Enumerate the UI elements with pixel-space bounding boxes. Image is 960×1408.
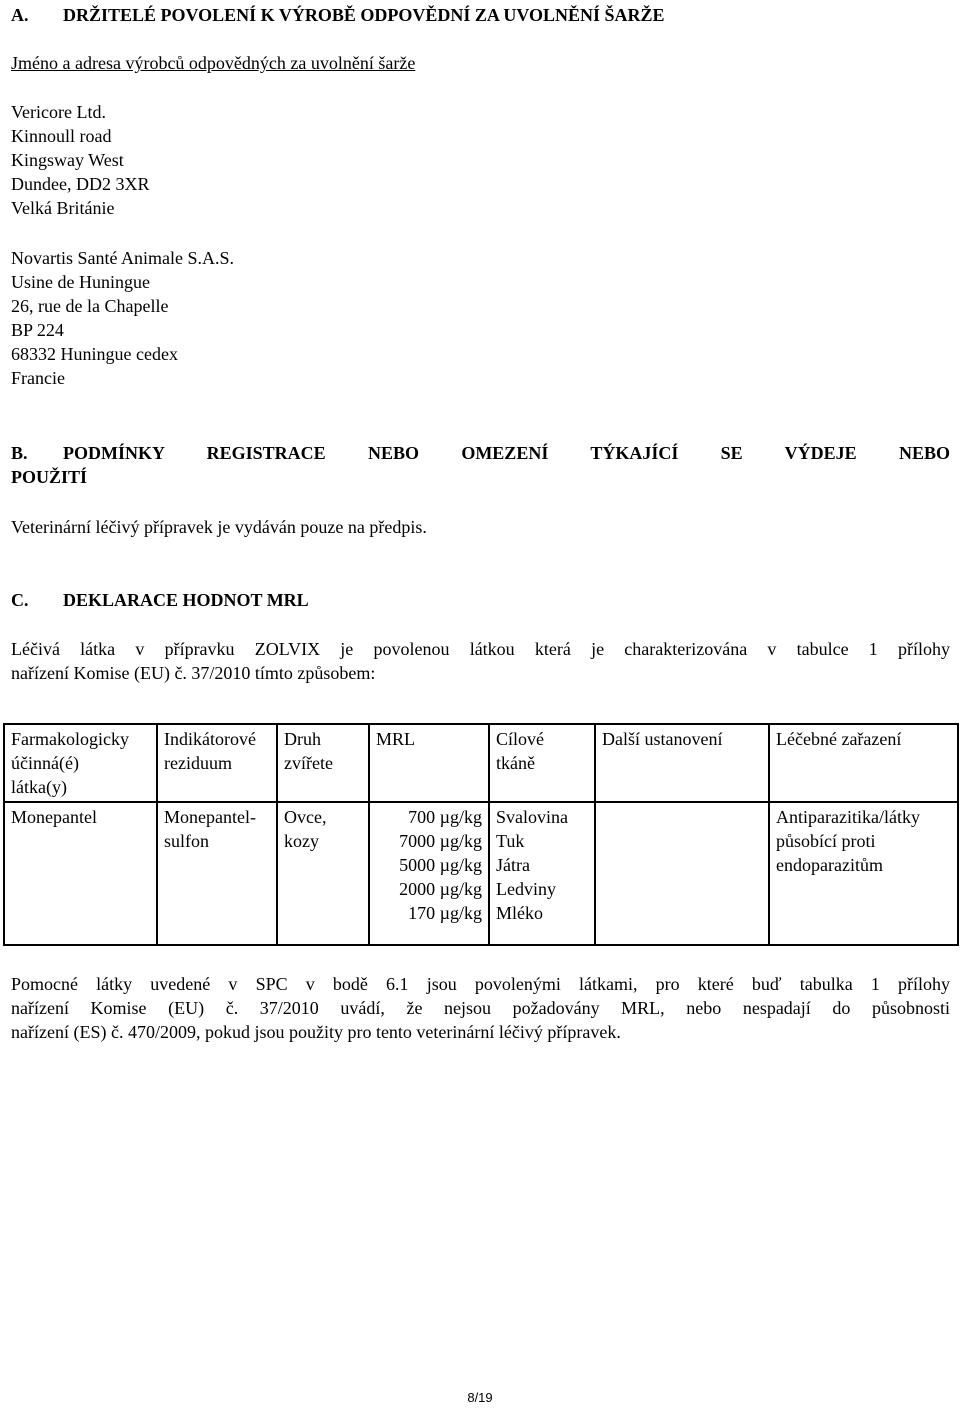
page-number: 8/19 — [467, 1390, 493, 1405]
section-a-subtitle-block — [11, 51, 950, 75]
address-line: Velká Británie — [11, 198, 115, 218]
header-cell-other: Další ustanovení — [595, 724, 769, 802]
manufacturer-1-address — [11, 100, 950, 220]
section-b-text-block — [11, 515, 950, 539]
section-c-letter: C. — [11, 590, 29, 610]
address-line: 26, rue de la Chapelle — [11, 296, 169, 316]
header-cell-mrl: MRL — [369, 724, 489, 802]
cell-mrl: 700 µg/kg 7000 µg/kg 5000 µg/kg 2000 µg/kg 170 µg/kg — [369, 802, 489, 945]
section-a-letter: A. — [11, 5, 29, 25]
header-cell-classification: Léčebné zařazení — [769, 724, 958, 802]
address-line: Dundee, DD2 3XR — [11, 174, 150, 194]
header-cell-residue: Indikátorové reziduum — [157, 724, 277, 802]
section-a-subtitle: Jméno a adresa výrobců odpovědných za uvolnění šarže — [11, 53, 416, 73]
excipients-line2: nařízení Komise (EU) č. 37/2010 uvádí, že nejsou požadovány MRL, nebo nespadají do působnosti — [11, 998, 950, 1018]
address-line: Kinnoull road — [11, 126, 112, 146]
header-cell-substance: Farmakologicky účinná(é) látka(y) — [4, 724, 157, 802]
section-c-text-line1: Léčivá látka v přípravku ZOLVIX je povolenou látkou která je charakterizována v tabulce 1 přílohy — [11, 639, 950, 659]
address-line: Usine de Huningue — [11, 272, 150, 292]
address-line: 68332 Huningue cedex — [11, 344, 178, 364]
section-b-text: Veterinární léčivý přípravek je vydáván pouze na předpis. — [11, 517, 427, 537]
address-line: Vericore Ltd. — [11, 102, 106, 122]
table-row — [4, 802, 958, 945]
section-c-text-line2: nařízení Komise (EU) č. 37/2010 tímto způsobem: — [11, 663, 376, 683]
section-c-text-block — [11, 637, 950, 685]
cell-classification: Antiparazitika/látky působící proti endoparazitům — [769, 802, 958, 945]
excipients-line1: Pomocné látky uvedené v SPC v bodě 6.1 jsou povolenými látkami, pro které buď tabulka 1 přílohy — [11, 974, 950, 994]
address-line: Francie — [11, 368, 65, 388]
excipients-paragraph — [11, 972, 950, 1044]
cell-species: Ovce, kozy — [277, 802, 369, 945]
cell-tissues: Svalovina Tuk Játra Ledviny Mléko — [489, 802, 595, 945]
section-b-title-line2: POUŽITÍ — [11, 467, 88, 487]
header-cell-species: Druh zvířete — [277, 724, 369, 802]
address-line: BP 224 — [11, 320, 64, 340]
cell-substance: Monepantel — [4, 802, 157, 945]
manufacturer-2-address — [11, 246, 950, 390]
section-c-title: DEKLARACE HODNOT MRL — [63, 590, 309, 610]
cell-other — [595, 802, 769, 945]
header-cell-tissues: Cílové tkáně — [489, 724, 595, 802]
section-b-title-line1: PODMÍNKY REGISTRACE NEBO OMEZENÍ TÝKAJÍCÍ SE VÝDEJE NEBO — [63, 443, 950, 463]
excipients-line3: nařízení (ES) č. 470/2009, pokud jsou použity pro tento veterinární léčivý přípravek. — [11, 1022, 621, 1042]
table-header-row — [4, 724, 958, 802]
section-b-letter: B. — [11, 443, 28, 463]
mrl-table — [3, 723, 959, 946]
section-c-heading — [11, 588, 950, 612]
section-a-heading — [11, 3, 950, 27]
section-a-title: DRŽITELÉ POVOLENÍ K VÝROBĚ ODPOVĚDNÍ ZA UVOLNĚNÍ ŠARŽE — [63, 5, 665, 25]
section-b-heading — [11, 441, 950, 489]
address-line: Novartis Santé Animale S.A.S. — [11, 248, 234, 268]
cell-residue: Monepantel- sulfon — [157, 802, 277, 945]
address-line: Kingsway West — [11, 150, 124, 170]
